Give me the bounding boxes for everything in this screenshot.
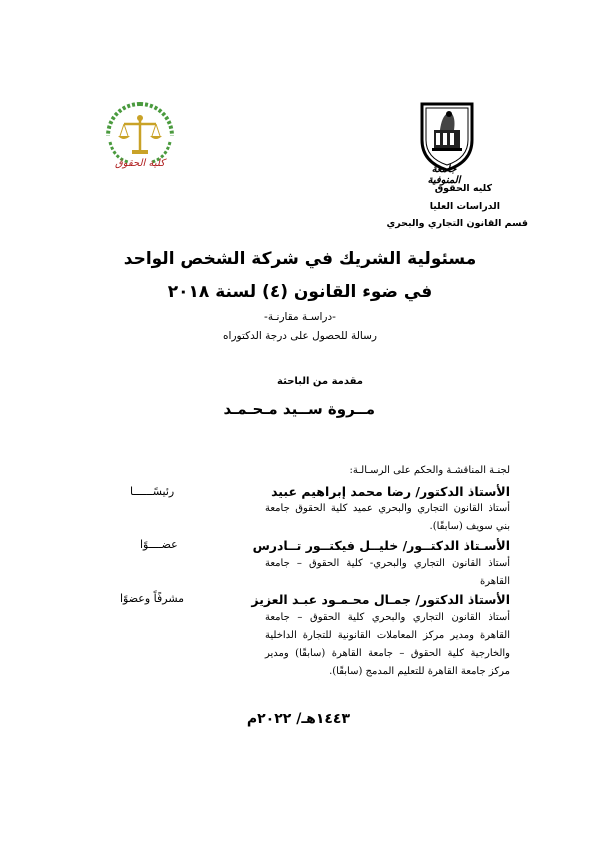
member-role-supervisor: مشرفًاً وعضوًا	[120, 592, 185, 605]
member-name-supervisor: الأستاذ الدكتور/ جمـال محـمـود عبـد العزيز	[251, 592, 510, 607]
degree-purpose: رسالة للحصول على درجة الدكتوراه	[223, 330, 377, 342]
faculty-logo	[100, 98, 180, 178]
faculty-name: كليه الحقوق	[434, 183, 492, 194]
member-role-member: عضــــوًا	[140, 538, 178, 551]
thesis-title-line1: مسئولية الشريك في شركة الشخص الواحد	[123, 249, 477, 269]
study-type: -دراسـة مقارنـة-	[264, 311, 336, 323]
member-name-chair: الأستاذ الدكتور/ رضا محمد إبراهيم عبيد	[271, 484, 510, 499]
member-desc-member: أستاذ القانون التجاري والبحري- كلية الحقوق – جامعة القاهرة	[265, 558, 510, 587]
university-logo-text: جامعة المنوفية	[427, 164, 461, 186]
university-logo	[412, 100, 482, 186]
section-name: قسم القانون التجاري والبحري	[386, 218, 528, 229]
thesis-title-line2: في ضوء القانون (٤) لسنة ٢٠١٨	[167, 282, 433, 302]
member-desc-chair: أستاذ القانون التجاري والبحري عميد كلية الحقوق جامعة بني سويف (سابقًا).	[265, 503, 510, 532]
committee-heading: لجنـة المناقشـة والحكم على الرسـالـة:	[349, 465, 510, 476]
thesis-date: ١٤٤٣هـ/ ٢٠٢٢م	[246, 711, 350, 727]
faculty-logo-text: كلية الحقوق	[115, 158, 165, 169]
member-desc-supervisor: أستاذ القانون التجاري والبحري كلية الحقوق – جامعة القاهرة ومدير مركز المعاملات القانونية للتجارة الداخلية والخارجية كلية الحقوق – جامعة القاهرة (سابقًا) ومدير مركز جامعة القاهرة للتعليم المدمج (سابقًا).	[265, 612, 510, 677]
department-name: الدراسات العليا	[429, 201, 500, 212]
author-label: مقدمة من الباحثة	[277, 376, 363, 387]
member-role-chair: رئيسًــــــا	[130, 485, 175, 498]
member-name-member: الأسـتاذ الدكتــور/ خليــل فيكتــور تــادرس	[252, 538, 510, 553]
author-name: مــروة ســيد مـحـمـد	[223, 400, 375, 418]
